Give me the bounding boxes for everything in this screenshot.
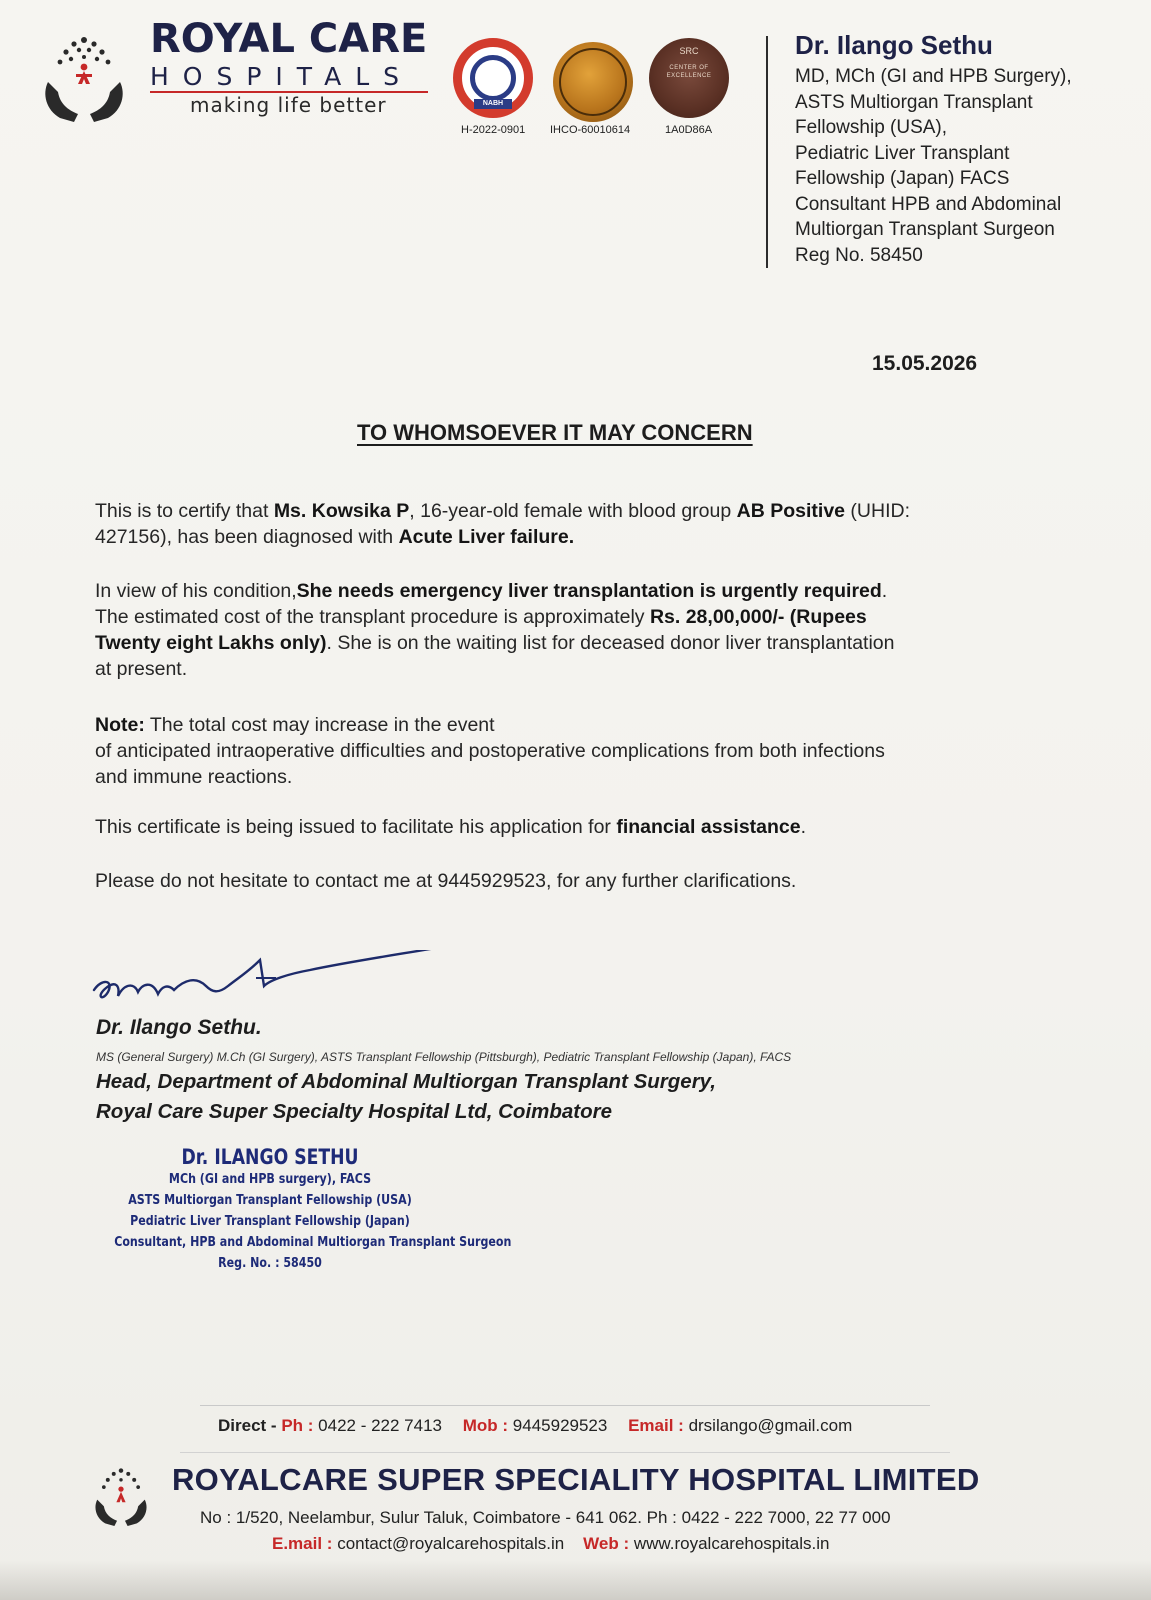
ihco-code: IHCO-60010614 (550, 124, 631, 136)
footer-divider-top (200, 1405, 930, 1406)
doctor-name: Dr. Ilango Sethu (795, 30, 993, 60)
direct-contact-line: Direct - Ph : 0422 - 222 7413 Mob : 9445929523 Email : drsilango@gmail.com (218, 1416, 853, 1435)
ihco-badge-icon (553, 42, 633, 122)
paragraph-contact: Please do not hesitate to contact me at 9445929523, for any further clarifications. (95, 870, 797, 892)
hospital-tagline: making life better (190, 93, 387, 117)
page-edge-shadow (0, 1560, 1151, 1600)
signatory-qualifications: MS (General Surgery) M.Ch (GI Surgery), ASTS Transplant Fellowship (Pittsburgh), Pediatric Transplant Fellowship (Japan), FACS (96, 1050, 792, 1064)
company-website: www.royalcarehospitals.in (633, 1534, 830, 1553)
letter-subject: TO WHOMSOEVER IT MAY CONCERN (357, 420, 753, 445)
signatory-title: Head, Department of Abdominal Multiorgan Transplant Surgery, (96, 1070, 717, 1093)
paragraph-note: Note: The total cost may increase in the event of anticipated intraoperative difficulties and postoperative complications from both infections and immune reactions. (95, 714, 885, 788)
diagnosis: Acute Liver failure. (398, 526, 575, 548)
nabh-badge-icon: NABH (453, 38, 533, 118)
doctor-stamp: Dr. ILANGO SETHU MCh (GI and HPB surgery), FACS ASTS Multiorgan Transplant Fellowship (USA) Pediatric Liver Transplant Fellowship (Japan) Consultant, HPB and Abdominal Multiorgan Transplant Surgeon Reg. No. : 58450 (114, 1145, 512, 1271)
footer-divider (180, 1452, 950, 1453)
doctor-credentials: MD, MCh (GI and HPB Surgery), ASTS Multiorgan Transplant Fellowship (USA), Pediatric Liver Transplant Fellowship (Japan) FACS Consultant HPB and Abdominal Multiorgan Transplant Surgeon Reg No. 58450 (795, 66, 1072, 266)
company-contact-line: E.mail : contact@royalcarehospitals.in Web : www.royalcarehospitals.in (272, 1534, 830, 1553)
src-code: 1A0D86A (665, 124, 713, 136)
hospital-subtitle: HOSPITALS (150, 62, 414, 91)
hospital-logo-icon (38, 30, 130, 130)
company-name: ROYALCARE SUPER SPECIALITY HOSPITAL LIMITED (172, 1462, 980, 1497)
paragraph-certification: This is to certify that Ms. Kowsika P, 16-year-old female with blood group AB Positive (UHID: 427156), has been diagnosed with Acute Liver failure. (95, 500, 911, 548)
letter-date: 15.05.2026 (872, 352, 978, 375)
company-address: No : 1/520, Neelambur, Sulur Taluk, Coimbatore - 641 062. Ph : 0422 - 222 7000, 22 77 000 (200, 1508, 891, 1527)
paragraph-purpose: This certificate is being issued to facilitate his application for financial assistance. (95, 816, 807, 838)
src-badge-icon: SRC CENTER OF EXCELLENCE (649, 38, 729, 118)
nabh-code: H-2022-0901 (461, 124, 526, 136)
blood-group: AB Positive (736, 500, 846, 522)
signatory-name: Dr. Ilango Sethu. (96, 1016, 262, 1039)
hospital-name: ROYAL CARE (150, 16, 428, 62)
patient-name: Ms. Kowsika P (273, 500, 410, 522)
paragraph-treatment: In view of his condition,She needs emergency liver transplantation is urgently required. The estimated cost of the transplant procedure is approximately Rs. 28,00,000/- (Rupees Twenty eight Lakhs only). She is on the waiting list for deceased donor liver transplantation at present. (95, 580, 895, 680)
footer-hospital-logo-icon (90, 1464, 152, 1530)
company-email: contact@royalcarehospitals.in (337, 1534, 565, 1553)
header-divider (766, 36, 768, 268)
estimated-cost: Rs. 28,00,000/- (Rupees (649, 606, 867, 628)
signatory-hospital: Royal Care Super Specialty Hospital Ltd, Coimbatore (96, 1100, 613, 1123)
